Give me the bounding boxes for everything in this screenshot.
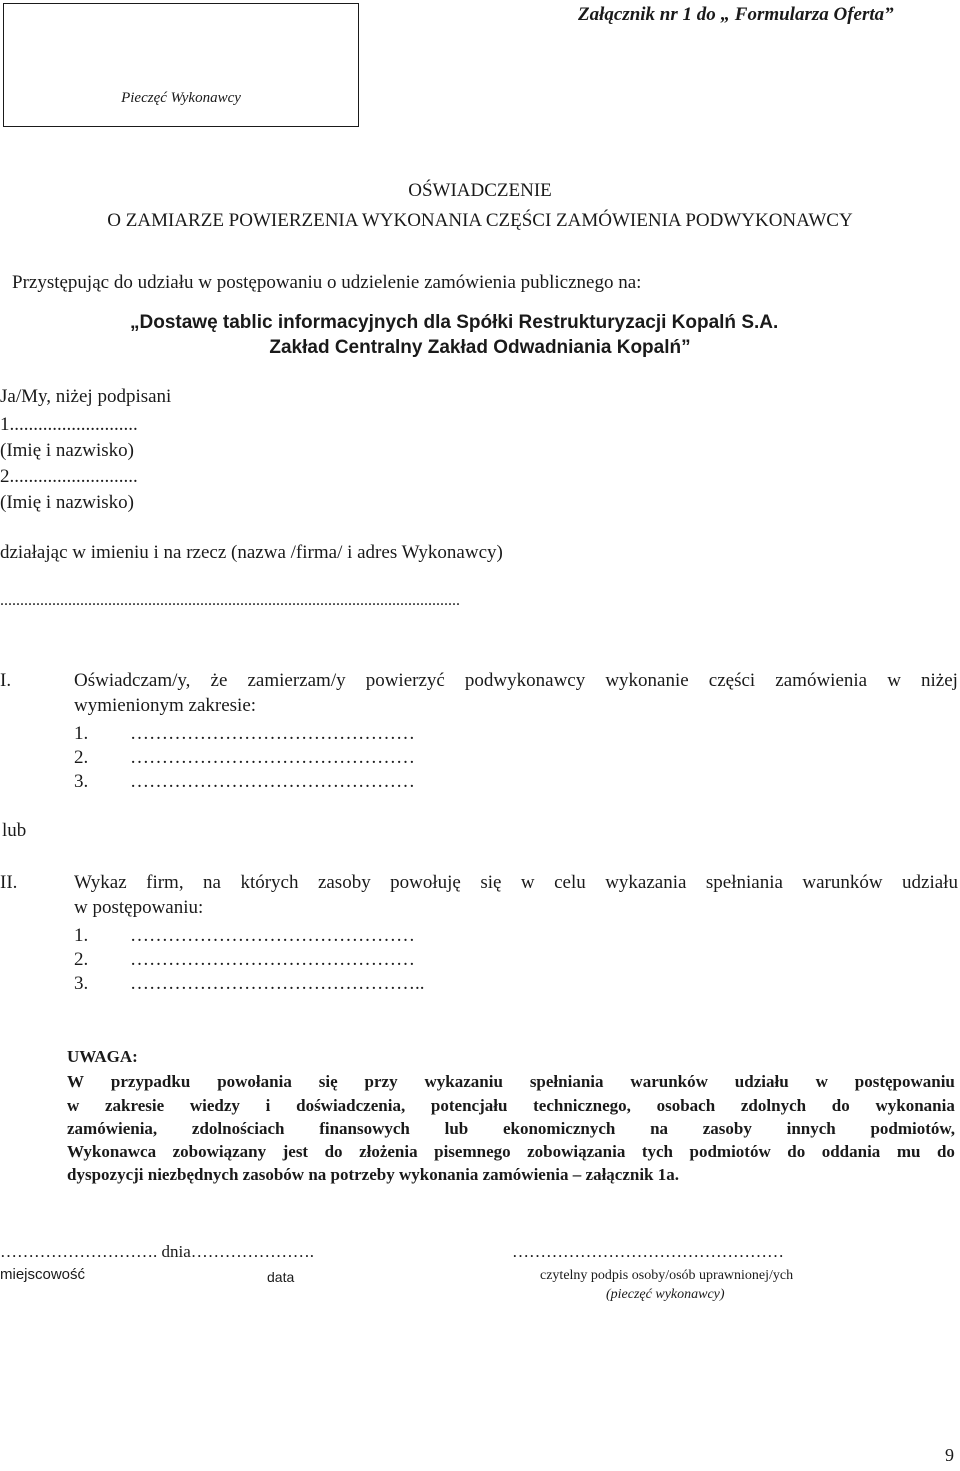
warning-line-2: w zakresie wiedzy i doświadczenia, potencjału technicznego, osobach zdolnych do wykonania bbox=[67, 1096, 955, 1115]
section-1-item-2-num: 2. bbox=[74, 747, 89, 768]
annex-title: Załącznik nr 1 do „ Formularza Oferta” bbox=[578, 4, 894, 25]
signer-2-line[interactable]: 2........................... bbox=[0, 466, 138, 487]
section-1-item-2-field[interactable]: ……………………………………… bbox=[130, 747, 415, 768]
warning-title: UWAGA: bbox=[67, 1047, 138, 1066]
signers-intro: Ja/My, niżej podpisani bbox=[0, 386, 172, 407]
signature-label: czytelny podpis osoby/osób uprawnionej/ych bbox=[540, 1268, 794, 1283]
section-2-item-1-field[interactable]: ……………………………………… bbox=[130, 925, 415, 946]
or-label: lub bbox=[2, 820, 27, 841]
stamp-box bbox=[3, 3, 359, 127]
signer-2-label: (Imię i nazwisko) bbox=[0, 492, 135, 513]
page-number: 9 bbox=[945, 1445, 954, 1465]
section-2-text-line-1: Wykaz firm, na których zasoby powołuję się w celu wykazania spełniania warunków udziału bbox=[74, 872, 958, 893]
section-1-item-1-num: 1. bbox=[74, 723, 89, 744]
section-1-item-3-field[interactable]: ……………………………………… bbox=[130, 771, 415, 792]
section-2-item-2-field[interactable]: ……………………………………… bbox=[130, 949, 415, 970]
section-1-numeral: I. bbox=[0, 670, 12, 691]
section-2-item-1-num: 1. bbox=[74, 925, 89, 946]
section-2-numeral: II. bbox=[0, 872, 18, 893]
section-2-item-3-field[interactable]: ……………………………………….. bbox=[130, 973, 425, 994]
section-1-text-line-1: Oświadczam/y, że zamierzam/y powierzyć podwykonawcy wykonanie części zamówienia w niżej bbox=[74, 670, 958, 691]
subject-line-1: „Dostawę tablic informacyjnych dla Spółki Restrukturyzacji Kopalń S.A. bbox=[130, 312, 779, 333]
section-1-text-line-2: wymienionym zakresie: bbox=[74, 695, 257, 716]
stamp-label: Pieczęć Wykonawcy bbox=[121, 90, 241, 106]
document-title: OŚWIADCZENIE bbox=[408, 180, 552, 201]
section-1-item-3-num: 3. bbox=[74, 771, 89, 792]
acting-on-behalf-text: działając w imieniu i na rzecz (nazwa /firma/ i adres Wykonawcy) bbox=[0, 542, 503, 563]
signer-1-line[interactable]: 1........................... bbox=[0, 414, 138, 435]
place-date-line[interactable]: ………………………. dnia…………………. bbox=[0, 1242, 315, 1261]
section-2-item-2-num: 2. bbox=[74, 949, 89, 970]
intro-text: Przystępując do udziału w postępowaniu o udzielenie zamówienia publicznego na: bbox=[12, 272, 642, 293]
contractor-stamp-label: (pieczęć wykonawcy) bbox=[606, 1287, 725, 1302]
warning-line-1: W przypadku powołania się przy wykazaniu spełniania warunków udziału w postępowaniu bbox=[67, 1072, 955, 1091]
subject-line-2: Zakład Centralny Zakład Odwadniania Kopalń” bbox=[269, 337, 691, 358]
section-1-item-1-field[interactable]: ……………………………………… bbox=[130, 723, 415, 744]
section-2-text-line-2: w postępowaniu: bbox=[74, 897, 204, 918]
document-subtitle: O ZAMIARZE POWIERZENIA WYKONANIA CZĘŚCI ZAMÓWIENIA PODWYKONAWCY bbox=[107, 210, 853, 231]
contractor-details-line[interactable]: ................................................................................................................... bbox=[0, 592, 460, 609]
warning-line-5: dyspozycji niezbędnych zasobów na potrzeby wykonania zamówienia – załącznik 1a. bbox=[67, 1165, 680, 1184]
warning-line-3: zamówienia, zdolnościach finansowych lub ekonomicznych na zasoby innych podmiotów, bbox=[67, 1119, 955, 1138]
warning-line-4: Wykonawca zobowiązany jest do złożenia pisemnego zobowiązania tych podmiotów do oddania mu do bbox=[67, 1142, 955, 1161]
date-label: data bbox=[267, 1269, 295, 1285]
section-2-item-3-num: 3. bbox=[74, 973, 89, 994]
place-label: miejscowość bbox=[0, 1266, 86, 1283]
signer-1-label: (Imię i nazwisko) bbox=[0, 440, 135, 461]
signature-line[interactable]: ………………………………………… bbox=[512, 1242, 784, 1261]
